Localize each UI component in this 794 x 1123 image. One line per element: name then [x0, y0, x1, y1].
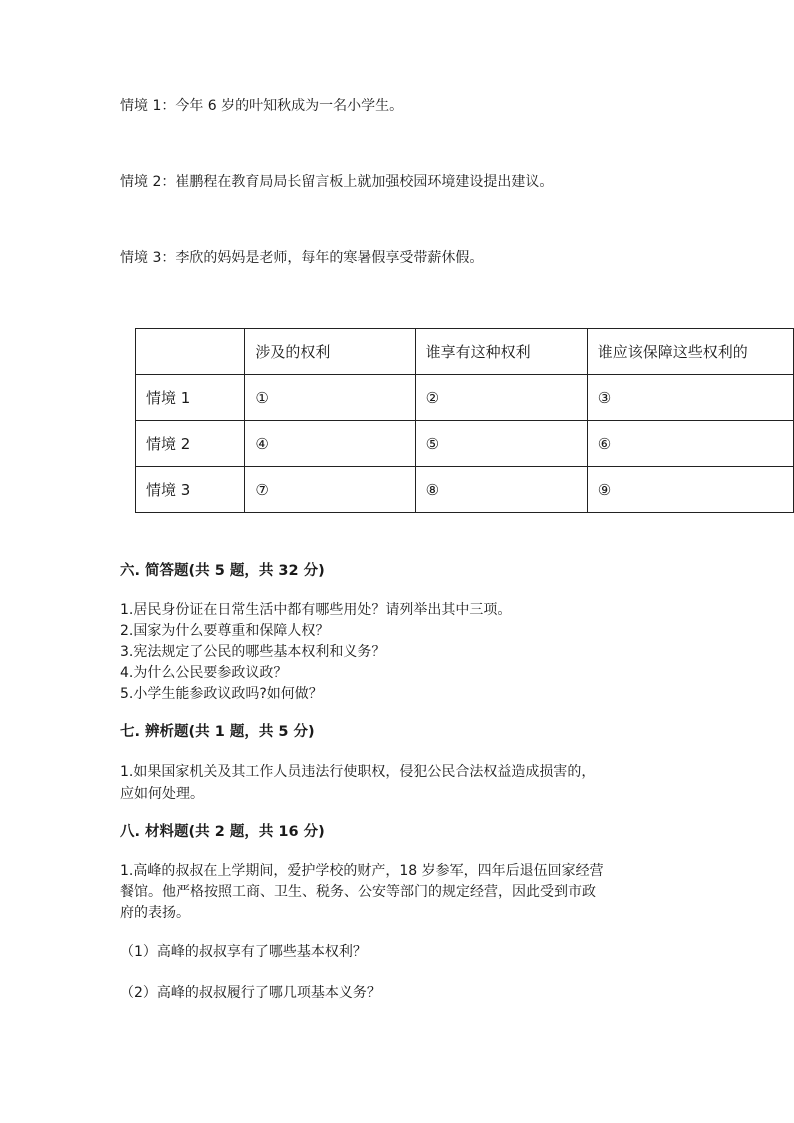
header-cell [136, 329, 245, 375]
table-cell: ⑨ [587, 467, 793, 513]
table-cell: ⑥ [587, 421, 793, 467]
question-item: 3.宪法规定了公民的哪些基本权利和义务？ [120, 644, 386, 660]
question-item: 1.居民身份证在日常生活中都有哪些用处？请列举出其中三项。 [120, 602, 512, 618]
table-row [136, 421, 794, 467]
scenario-2: 情境 2：崔鹏程在教育局局长留言板上就加强校园环境建设提出建议。 [120, 174, 554, 190]
rights-table [135, 328, 794, 513]
material-line: 1.高峰的叔叔在上学期间，爱护学校的财产，18 岁参军，四年后退伍回家经营 [120, 863, 604, 879]
table-cell: ④ [245, 421, 415, 467]
section-7-heading: 七. 辨析题(共 1 题，共 5 分) [120, 724, 315, 740]
table-cell: ⑤ [415, 421, 587, 467]
header-cell: 涉及的权利 [245, 329, 415, 375]
table-cell: 情境 1 [136, 375, 245, 421]
question-item: 5.小学生能参政议政吗?如何做？ [120, 686, 323, 702]
scenario-3: 情境 3：李欣的妈妈是老师，每年的寒暑假享受带薪休假。 [120, 250, 484, 266]
table-cell: ⑦ [245, 467, 415, 513]
section-8-heading: 八. 材料题(共 2 题，共 16 分) [120, 824, 325, 840]
table-cell: 情境 2 [136, 421, 245, 467]
material-line: 府的表扬。 [120, 905, 190, 921]
table-row [136, 467, 794, 513]
section-6-heading: 六. 简答题(共 5 题，共 32 分) [120, 563, 325, 579]
header-cell: 谁享有这种权利 [415, 329, 587, 375]
table-cell: ② [415, 375, 587, 421]
table-row [136, 375, 794, 421]
question-item: 4.为什么公民要参政议政？ [120, 665, 288, 681]
question-item: 2.国家为什么要尊重和保障人权？ [120, 623, 330, 639]
question-line: 1.如果国家机关及其工作人员违法行使职权，侵犯公民合法权益造成损害的， [120, 764, 596, 780]
table-header-row [136, 329, 794, 375]
material-line: 餐馆。他严格按照工商、卫生、税务、公安等部门的规定经营，因此受到市政 [120, 884, 596, 900]
question-line: 应如何处理。 [120, 786, 204, 802]
table-cell: ① [245, 375, 415, 421]
sub-question: （1）高峰的叔叔享有了哪些基本权利？ [120, 944, 367, 960]
table-cell: ⑧ [415, 467, 587, 513]
scenario-1: 情境 1：今年 6 岁的叶知秋成为一名小学生。 [120, 98, 404, 114]
table-cell: 情境 3 [136, 467, 245, 513]
header-cell: 谁应该保障这些权利的 [587, 329, 793, 375]
sub-question: （2）高峰的叔叔履行了哪几项基本义务？ [120, 985, 381, 1001]
table-cell: ③ [587, 375, 793, 421]
